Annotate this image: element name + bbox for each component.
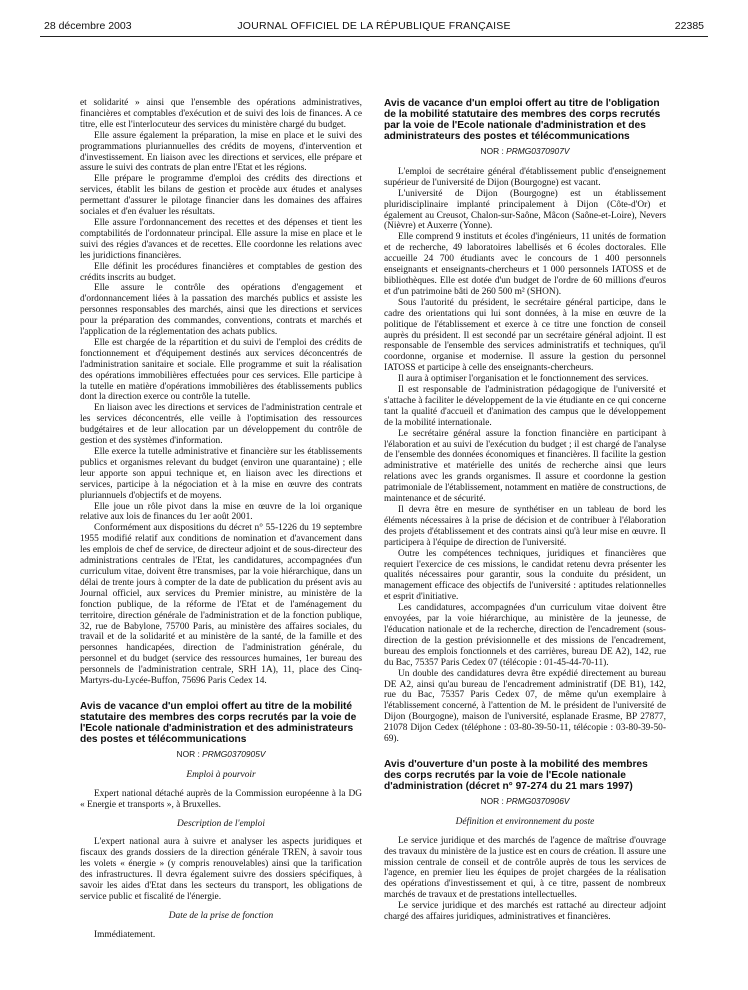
paragraph: Elle prépare le programme d'emploi des crédits des directions et services, établit les bilans de gestion et procède aux études et analyses permettant d'assurer le pilotage financier dans les domaines des affaires sociales et d'en évaluer les résultats. [80, 174, 362, 218]
paragraph: Elle joue un rôle pivot dans la mise en œuvre de la loi organique relative aux lois de finances du 1er août 2001. [80, 501, 362, 523]
nor-reference [384, 796, 666, 807]
paragraph: Outre les compétences techniques, juridiques et financières que requiert l'exercice de ces missions, le candidat retenu devra présenter les qualités nécessaires pour garantir, sous la conduite du président, un management efficace des objectifs de l'université : aptitudes relationnelles et esprit d'initiative. [384, 548, 666, 603]
paragraph: Les candidatures, accompagnées d'un curriculum vitae doivent être envoyées, par la voie hiérarchique, au ministère de la jeunesse, de l'éducation nationale et de la recherche, direction de l'encadrement (sous-direction de la gestion prévisionnelle et des missions de l'encadrement, bureau des emplois fonctionnels et des carrières, bureau DE A2), 142, rue du Bac, 75357 Paris Cedex 07 (télécopie : 01-45-44-70-11). [384, 603, 666, 668]
paragraph: Elle est chargée de la répartition et du suivi de l'emploi des crédits de fonctionnement et d'équipement destinés aux services déconcentrés de l'administration sanitaire et sociale. Elle programme et suit la réalisation des opérations immobilières effectuées pour ces services. Elle participe à la tutelle en matière d'opérations immobilières des établissements publics dont la direction exerce ou contrôle la tutelle. [80, 337, 362, 403]
left-column [80, 98, 362, 982]
paragraph: Le secrétaire général assure la fonction financière en participant à l'élaboration et au suivi de l'exécution du budget ; il est chargé de l'analyse de l'ensemble des données économiques et financières. Il facilite la gestion administrative et matérielle des unités de recherche ainsi que leurs relations avec les grands organismes. Il assure et coordonne la gestion patrimoniale de l'établissement, notamment en matière de constructions, de maintenance et de sécurité. [384, 428, 666, 505]
paragraph: Elle comprend 9 instituts et écoles d'ingénieurs, 11 unités de formation et de recherche, 49 laboratoires labellisés et 6 écoles doctorales. Elle accueille 24 700 étudiants avec le concours de 1 400 personnels enseignants et enseignants-chercheurs et 1 000 personnels IATOSS et de bibliothèques. Elle est dotée d'un budget de l'ordre de 60 millions d'euros et d'un patrimoine bâti de 260 500 m² (SHON). [384, 232, 666, 297]
paragraph: L'université de Dijon (Bourgogne) est un établissement pluridisciplinaire implanté principalement à Dijon (Côte-d'Or) et également au Creusot, Chalon-sur-Saône, Mâcon (Saône-et-Loire), Nevers (Nièvre) et Auxerre (Yonne). [384, 188, 666, 232]
paragraph: Un double des candidatures devra être expédié directement au bureau DE A2, ainsi qu'au bureau de l'encadrement administratif (DE B1), 142, rue du Bac, 75357 Paris Cedex 07, de même qu'un exemplaire à l'établissement concerné, à l'attention de M. le président de l'université de Dijon (Bourgogne), maison de l'université, esplanade Erasme, BP 27877, 21078 Dijon Cedex (téléphone : 03-80-39-50-11, télécopie : 03-80-39-50-69). [384, 668, 666, 745]
publication-date: 28 décembre 2003 [44, 20, 132, 32]
paragraph: Elle exerce la tutelle administrative et financière sur les établissements publics et organismes relevant du budget (environ une quarantaine) ; elle leur apporte son appui technique et, en liaison avec les directions et services, participe à la négociation et à la mise en œuvre des contrats pluriannuels d'objectifs et de moyens. [80, 447, 362, 501]
paragraph: Le service juridique et des marchés de l'agence de maîtrise d'ouvrage des travaux du ministère de la justice est en cours de création. Il assure une mission centrale de conseil et de contrôle auprès de tous les services de l'agence, en premier lieu les équipes de projet chargées de la réalisation des opérations d'investissement et qui, à ce titre, passent de nombreux marchés de travaux et de prestations intellectuelles. [384, 835, 666, 901]
paragraph: Elle définit les procédures financières et comptables de gestion des crédits inscrits au budget. [80, 261, 362, 283]
notice-title: Avis de vacance d'un emploi offert au titre de la mobilité statutaire des membres des corps recrutés par la voie de l'Ecole nationale d'administration et des administrateurs des postes et télécommunications [80, 700, 357, 745]
section-heading: Définition et environnement du poste [455, 816, 595, 827]
nor-code: PRMG0370906V [506, 795, 570, 806]
nor-label: NOR : [176, 748, 200, 759]
running-head [40, 18, 708, 37]
paragraph: Elle assure le contrôle des opérations d'engagement et d'ordonnancement liées à la passation des marchés publics et assiste les personnes responsables des marchés, ainsi que les directions et services pour la préparation des commandes, conventions, contrats et marchés et l'application de la réglementation des achats publics. [80, 283, 362, 338]
section-heading: Date de la prise de fonction [168, 910, 274, 921]
paragraph: Le service juridique et des marchés est rattaché au directeur adjoint chargé des affaires juridiques, administratives et financières. [384, 901, 666, 923]
paragraph: et solidarité » ainsi que l'ensemble des opérations administratives, financières et comptables d'exécution et de suivi des lois de finances. A ce titre, elle est l'interlocuteur des services du ministère chargé du budget. [80, 98, 362, 130]
paragraph: Elle assure l'ordonnancement des recettes et des dépenses et tient les comptabilités de l'ordonnateur principal. Elle assure la mise en place et le suivi des régies d'avances et de recettes. Elle coordonne les relations avec les juridictions financières. [80, 217, 362, 261]
paragraph: Expert national détaché auprès de la Commission européenne à la DG « Energie et transports », à Bruxelles. [80, 788, 362, 810]
nor-label: NOR : [480, 146, 504, 156]
paragraph: Sous l'autorité du président, le secrétaire général participe, dans le cadre des orientations qui lui sont données, à la mise en œuvre de la politique de l'établissement et exerce à ce titre une fonction de conseil auprès du président. Il est secondé par un secrétaire général adjoint. Il est responsable de l'ensemble des services administratifs et techniques, qu'il coordonne, organise et modernise. Il assure la gestion du personnel IATOSS et participe à celle des enseignants-chercheurs. [384, 297, 666, 374]
nor-code: PRMG0370907V [506, 146, 570, 156]
paragraph: Elle assure également la préparation, la mise en place et le suivi des programmations pluriannuelles des crédits de moyens, d'intervention et d'investissement. En liaison avec les directions et services, elle prépare et assure le suivi des contrats de plan entre l'Etat et les régions. [80, 130, 362, 174]
paragraph: Immédiatement. [94, 929, 156, 940]
paragraph: L'expert national aura à suivre et analyser les aspects juridiques et fiscaux des grands dossiers de la direction générale TREN, à savoir tous les volets « énergie » (y compris renouvelables) ainsi que la tarification des infrastructures. Il devra également suivre des dossiers spécifiques, à savoir les aides d'Etat dans les secteurs du transport, les obligations de service public et fiscalité de l'énergie. [80, 837, 362, 902]
paragraph: Il devra être en mesure de synthétiser en un tableau de bord les éléments nécessaires à la prise de décision et de contribuer à l'élaboration des projets d'établissement et des contrats ainsi qu'à leur mise en œuvre. Il participera à l'équipe de direction de l'université. [384, 505, 666, 548]
paragraph: Il est responsable de l'administration pédagogique de l'université et s'attache à faciliter le développement de la vie étudiante en ce qui concerne tant la qualité d'accueil et d'animation des campus que le développement de la mobilité internationale. [384, 385, 666, 428]
paragraph: Il aura à optimiser l'organisation et le fonctionnement des services. [398, 374, 649, 385]
paragraph: En liaison avec les directions et services de l'administration centrale et les services déconcentrés, elle veille à l'optimisation des ressources budgétaires et de leur allocation par un développement du contrôle de gestion et des systèmes d'information. [80, 403, 362, 447]
notice-title: Avis d'ouverture d'un poste à la mobilité des membres des corps recrutés par la voie de l'Ecole nationale d'administration (décret n° 97-274 du 21 mars 1997) [384, 758, 648, 792]
journal-title: JOURNAL OFFICIEL DE LA RÉPUBLIQUE FRANÇAISE [237, 20, 511, 32]
section-heading: Emploi à pourvoir [186, 769, 256, 780]
nor-reference [80, 749, 362, 760]
section-heading: Description de l'emploi [177, 818, 265, 829]
paragraph: Conformément aux dispositions du décret n° 55-1226 du 19 septembre 1955 modifié relatif aux conditions de nomination et d'avancement dans les emplois de chef de service, de directeur adjoint et de sous-directeur des administrations centrales de l'Etat, les candidatures, accompagnées d'un curriculum vitae, doivent être transmises, par la voie hiérarchique, dans un délai de trente jours à compter de la date de publication du présent avis au Journal officiel, aux services du Premier ministre, au ministère de la fonction publique, de la réforme de l'Etat et de l'aménagement du territoire, direction générale de l'administration et de la fonction publique, 32, rue de Babylone, 75700 Paris, au ministère des affaires sociales, du travail et de la solidarité et au ministère de la santé, de la famille et des personnes handicapées, direction de l'administration générale, du personnel et du budget (service des ressources humaines, 1er bureau des personnels de l'administration centrale, SRH 1A), 11, place des Cinq-Martyrs-du-Lycée-Buffon, 75696 Paris Cedex 14. [80, 523, 362, 687]
paragraph: L'emploi de secrétaire général d'établissement public d'enseignement supérieur de l'université de Dijon (Bourgogne) est vacant. [384, 166, 666, 188]
nor-label: NOR : [480, 795, 504, 806]
notice-title: Avis de vacance d'un emploi offert au titre de l'obligation de la mobilité statutaire des membres des corps recrutés par la voie de l'Ecole nationale d'administration et des administrateurs des postes et télécommunications [384, 98, 661, 142]
page-number: 22385 [674, 20, 704, 32]
nor-code: PRMG0370905V [202, 748, 266, 759]
nor-reference [384, 146, 666, 157]
right-column [384, 98, 666, 982]
